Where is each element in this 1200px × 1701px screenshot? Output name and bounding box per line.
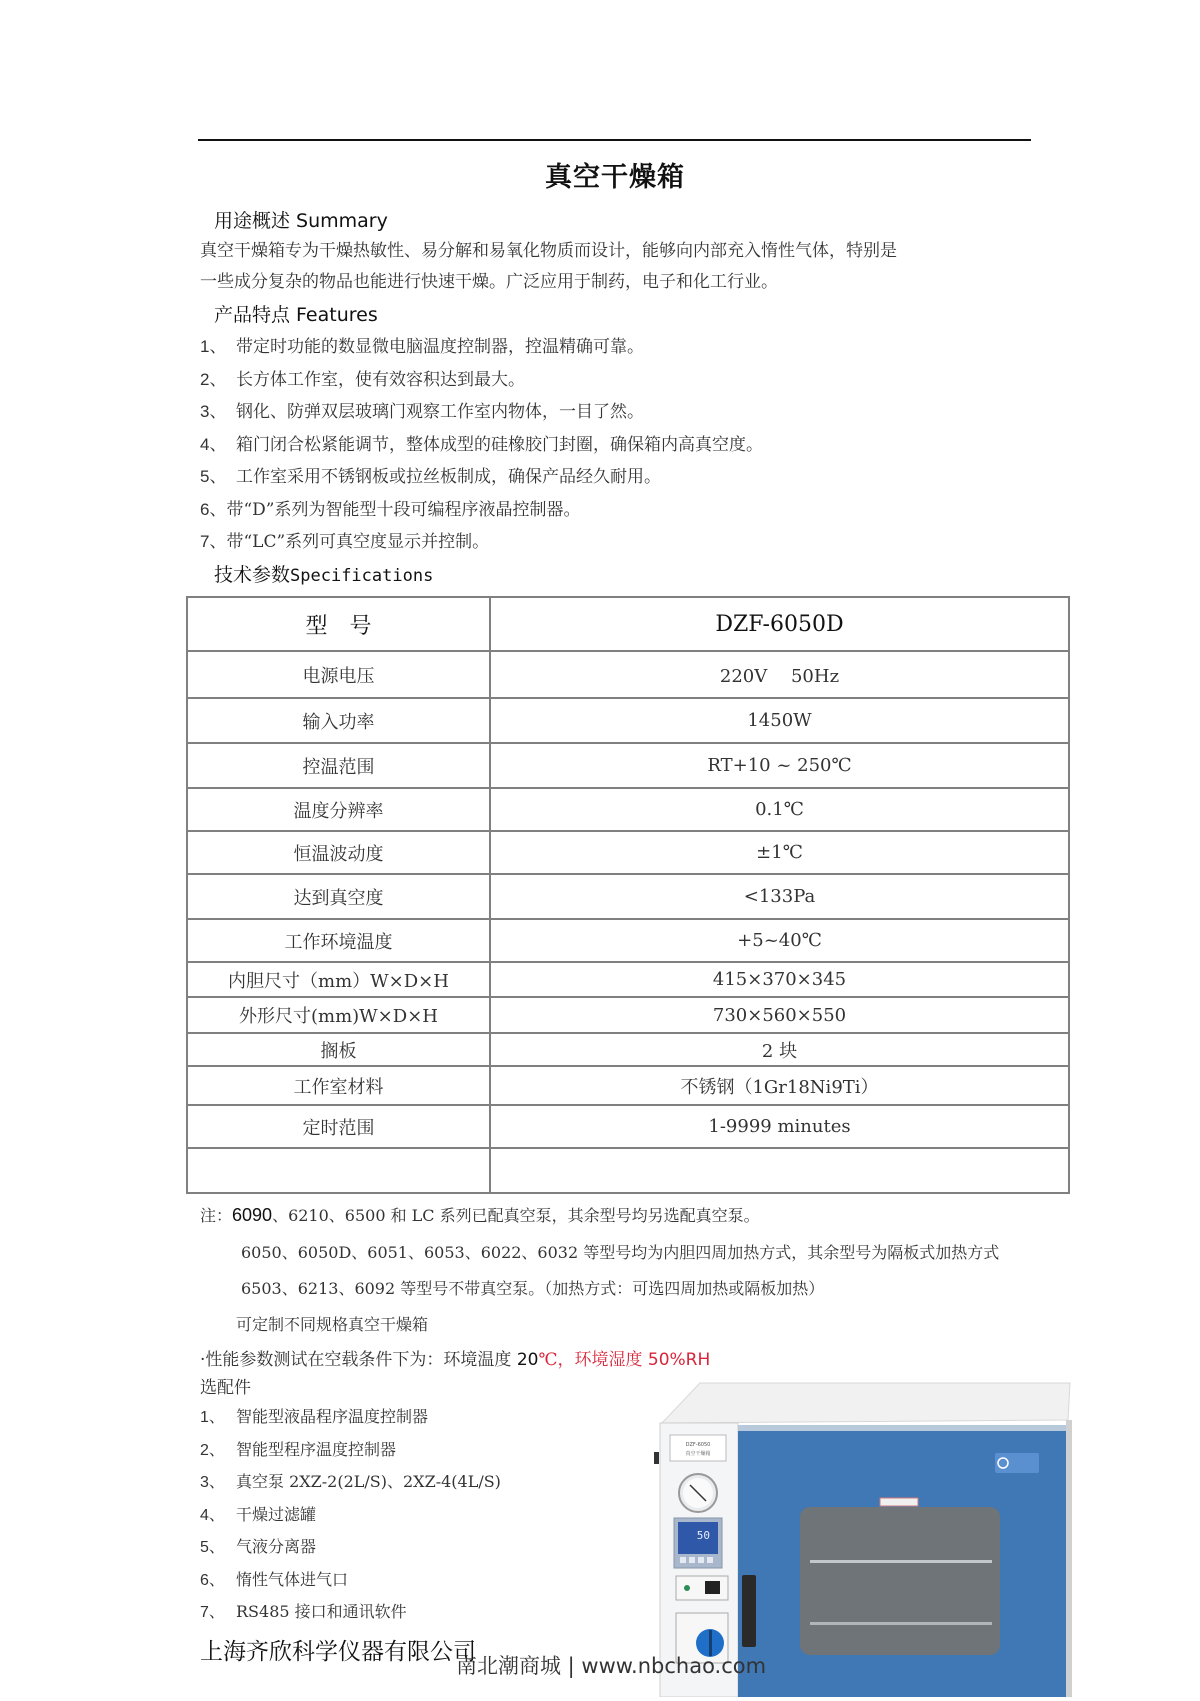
note-line-1: 注：6090、6210、6500 和 LC 系列已配真空泵，其余型号均另选配真空泵。 — [200, 1205, 760, 1225]
note-line-2: 6050、6050D、6051、6053、6022、6032 等型号均为内胆四周加热方式，其余型号为隔板式加热方式 — [241, 1243, 1000, 1262]
table-row: 温度分辨率 0.1℃ — [187, 788, 1069, 831]
summary-line-1: 真空干燥箱专为干燥热敏性、易分解和易氧化物质而设计，能够向内部充入惰性气体，特别是 — [200, 241, 897, 261]
table-row-empty — [187, 1148, 1069, 1193]
table-row: 工作室材料 不锈钢（1Gr18Ni9Ti） — [187, 1066, 1069, 1105]
summary-line-2: 一些成分复杂的物品也能进行快速干燥。广泛应用于制药，电子和化工行业。 — [200, 272, 778, 292]
svg-text:DZF-6050: DZF-6050 — [685, 1442, 711, 1448]
top-rule — [198, 139, 1031, 141]
features-heading: 产品特点 Features — [214, 304, 378, 326]
note-line-4: 可定制不同规格真空干燥箱 — [236, 1315, 429, 1334]
table-row: 达到真空度 <133Pa — [187, 874, 1069, 919]
summary-text — [200, 236, 1060, 298]
table-row: 外形尺寸(mm)W×D×H 730×560×550 — [187, 997, 1069, 1033]
feature-item: 4、 箱门闭合松紧能调节，整体成型的硅橡胶门封圈，确保箱内高真空度。 — [200, 434, 763, 455]
table-row: 搁板 2 块 — [187, 1033, 1069, 1066]
product-image-vacuum-oven — [640, 1375, 1072, 1697]
option-item: 5、 气液分离器 — [200, 1537, 317, 1556]
feature-item: 7、带“LC”系列可真空度显示并控制。 — [200, 532, 490, 552]
table-row: 恒温波动度 ±1℃ — [187, 831, 1069, 874]
option-item: 1、 智能型液晶程序温度控制器 — [200, 1407, 429, 1426]
options-list — [200, 1401, 501, 1629]
svg-text:真空干燥箱: 真空干燥箱 — [685, 1451, 711, 1457]
option-item: 6、 惰性气体进气口 — [200, 1569, 349, 1589]
feature-item: 3、 钢化、防弹双层玻璃门观察工作室内物体，一目了然。 — [200, 402, 644, 422]
feature-item: 2、 长方体工作室，使有效容积达到最大。 — [200, 369, 525, 390]
model-label: 型 号 — [187, 597, 490, 651]
company-name: 上海齐欣科学仪器有限公司 — [200, 1639, 476, 1665]
features-list — [200, 331, 763, 559]
note-line-3: 6503、6213、6092 等型号不带真空泵。（加热方式：可选四周加热或隔板加热） — [241, 1279, 825, 1298]
performance-note: ·性能参数测试在空载条件下为：环境温度 20℃，环境湿度 50%RH — [200, 1350, 711, 1370]
feature-item: 6、带“D”系列为智能型十段可编程序液晶控制器。 — [200, 499, 581, 520]
summary-heading: 用途概述 Summary — [214, 210, 388, 232]
specifications-table — [186, 596, 1070, 1194]
option-item: 2、 智能型程序温度控制器 — [200, 1439, 397, 1459]
feature-item: 1、 带定时功能的数显微电脑温度控制器，控温精确可靠。 — [200, 337, 644, 357]
table-row: 输入功率 1450W — [187, 698, 1069, 743]
options-heading: 选配件 — [200, 1378, 251, 1398]
table-row: 控温范围 RT+10 ~ 250℃ — [187, 743, 1069, 788]
table-header-row — [187, 597, 1069, 651]
option-item: 3、 真空泵 2XZ-2(2L/S)、2XZ-4(4L/S) — [200, 1472, 501, 1491]
option-item: 4、 干燥过滤罐 — [200, 1504, 317, 1524]
watermark-link[interactable]: 南北潮商城 | www.nbchao.com — [456, 1654, 767, 1678]
option-item: 7、 RS485 接口和通讯软件 — [200, 1602, 407, 1621]
model-value: DZF-6050D — [490, 597, 1069, 651]
svg-text:50: 50 — [696, 1529, 710, 1542]
page-title: 真空干燥箱 — [545, 162, 685, 193]
table-row: 工作环境温度 +5~40℃ — [187, 919, 1069, 962]
table-row: 电源电压 220V 50Hz — [187, 651, 1069, 698]
specifications-heading: 技术参数Specifications — [214, 564, 434, 586]
feature-item: 5、 工作室采用不锈钢板或拉丝板制成，确保产品经久耐用。 — [200, 467, 661, 487]
table-row: 内胆尺寸（mm）W×D×H 415×370×345 — [187, 962, 1069, 997]
table-row: 定时范围 1-9999 minutes — [187, 1105, 1069, 1148]
